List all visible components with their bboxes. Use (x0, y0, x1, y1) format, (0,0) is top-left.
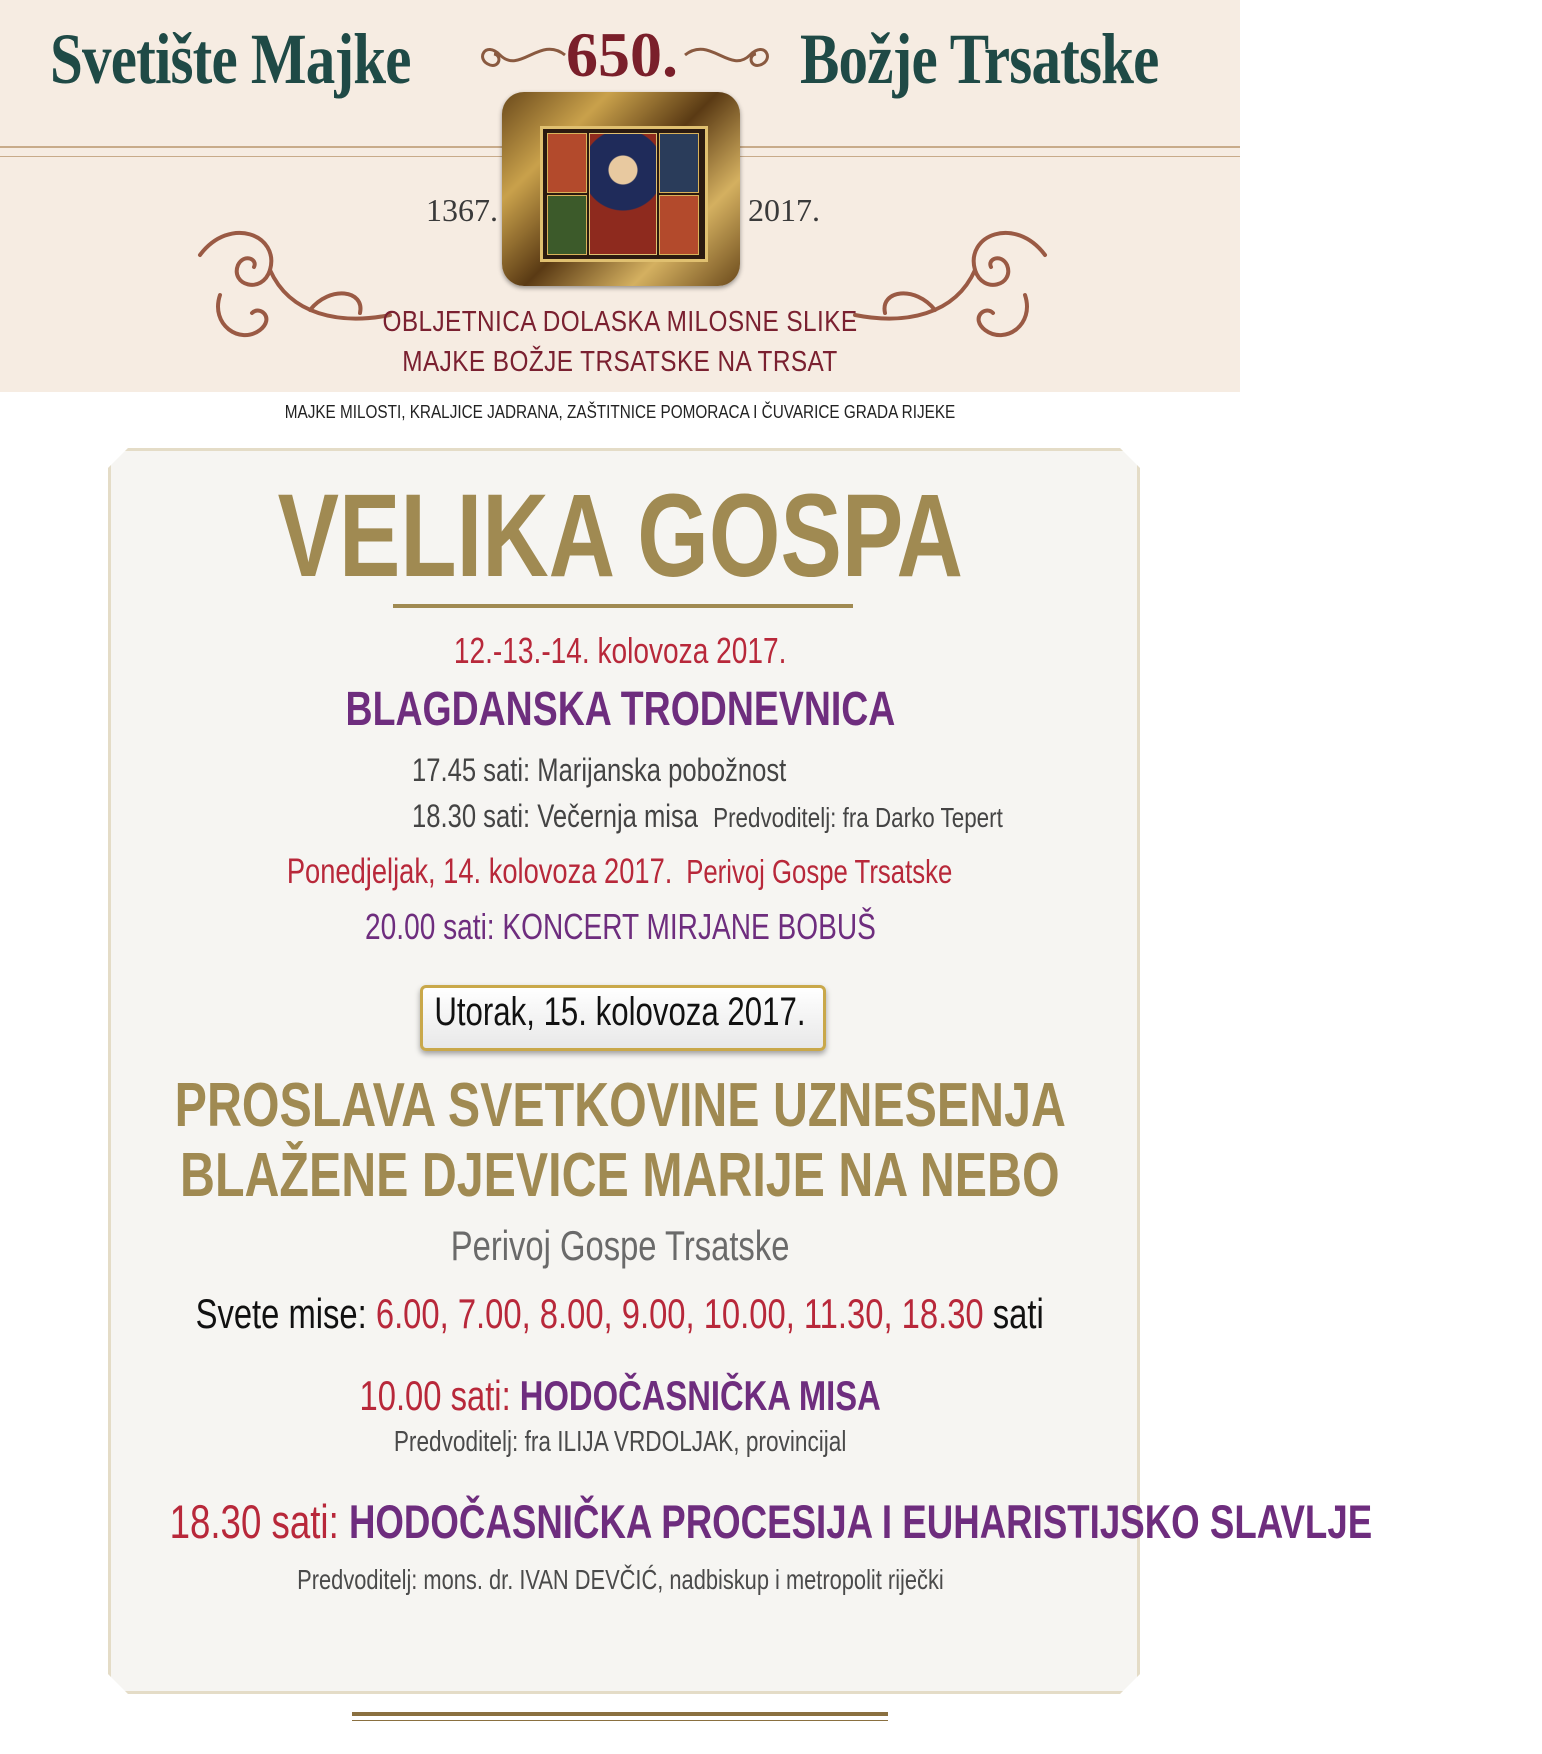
subtitle-line-2: MAJKE BOŽJE TRSATSKE NA TRSAT (402, 346, 838, 378)
feast-date-text: Utorak, 15. kolovoza 2017. (434, 990, 806, 1034)
triduum-title (0, 682, 1240, 737)
tagline: MAJKE MILOSTI, KRALJICE JADRANA, ZAŠTITNICE POMORACA I ČUVARICE GRADA RIJEKE (284, 402, 956, 422)
feast-place-text: Perivoj Gospe Trsatske (450, 1222, 790, 1269)
masses-unit: sati (993, 1290, 1045, 1337)
concert-text: 20.00 sati: KONCERT MIRJANE BOBUŠ (364, 906, 876, 947)
triduum-dates (0, 630, 1240, 672)
schedule-marian-devotion: 17.45 sati: Marijanska pobožnost (412, 752, 787, 788)
footer-rule-thin (352, 1720, 888, 1721)
madonna-icon-painting (502, 92, 740, 286)
pilgrim-mass-time: 10.00 sati: (359, 1372, 511, 1419)
title-underline (393, 604, 853, 608)
procession-time: 18.30 sati: (169, 1495, 339, 1548)
masses-times: 6.00, 7.00, 8.00, 9.00, 10.00, 11.30, 18.30 (376, 1290, 984, 1337)
year-start: 1367. (426, 192, 498, 228)
feast-title-line-1 (0, 1070, 1240, 1141)
footer-rule (352, 1712, 888, 1716)
feast-title-line-1-text: PROSLAVA SVETKOVINE UZNESENJA (174, 1071, 1066, 1140)
procession-title: HODOČASNIČKA PROCESIJA I EUHARISTIJSKO SLAVLJE (348, 1495, 1373, 1548)
masses-label: Svete mise: (195, 1290, 368, 1337)
feast-title-line-2-text: BLAŽENE DJEVICE MARIJE NA NEBO (180, 1141, 1060, 1210)
procession-leader (0, 1564, 1240, 1596)
header-title-left: Svetište Majke (50, 19, 411, 99)
feast-date (0, 990, 1240, 1035)
procession-leader-text: Predvoditelj: mons. dr. IVAN DEVČIĆ, nadbiskup i metropolit riječki (296, 1564, 944, 1595)
feast-title-line-2 (0, 1140, 1240, 1211)
concert-place: Perivoj Gospe Trsatske (686, 853, 953, 890)
flourish-right-icon (680, 30, 780, 80)
triduum-dates-text: 12.-13.-14. kolovoza 2017. (453, 630, 787, 671)
concert-date: Ponedjeljak, 14. kolovoza 2017. (287, 852, 673, 891)
concert-date-line (0, 852, 1240, 892)
subtitle-line-1: OBLJETNICA DOLASKA MILOSNE SLIKE (382, 306, 858, 338)
schedule-evening-mass-text: 18.30 sati: Večernja misa (412, 798, 699, 834)
flourish-left-icon (470, 30, 570, 80)
procession-line (0, 1494, 1373, 1549)
schedule-evening-mass-leader: Predvoditelj: fra Darko Tepert (713, 802, 1003, 833)
anniversary-number: 650. (566, 19, 678, 90)
page-title (0, 468, 1240, 604)
feast-place (0, 1222, 1240, 1270)
masses-line (0, 1290, 1240, 1338)
triduum-title-text: BLAGDANSKA TRODNEVNICA (345, 683, 895, 736)
header-title-right: Božje Trsatske (800, 19, 1159, 99)
year-end: 2017. (748, 192, 820, 228)
page-title-text: VELIKA GOSPA (277, 470, 963, 602)
pilgrim-mass-leader (0, 1426, 1240, 1459)
concert-line (0, 906, 1240, 948)
schedule-evening-mass (412, 798, 1003, 835)
pilgrim-mass-leader-text: Predvoditelj: fra ILIJA VRDOLJAK, provincijal (393, 1426, 847, 1458)
pilgrim-mass-title: HODOČASNIČKA MISA (519, 1372, 881, 1419)
pilgrim-mass-line (0, 1372, 1240, 1420)
header-banner (0, 0, 1240, 392)
